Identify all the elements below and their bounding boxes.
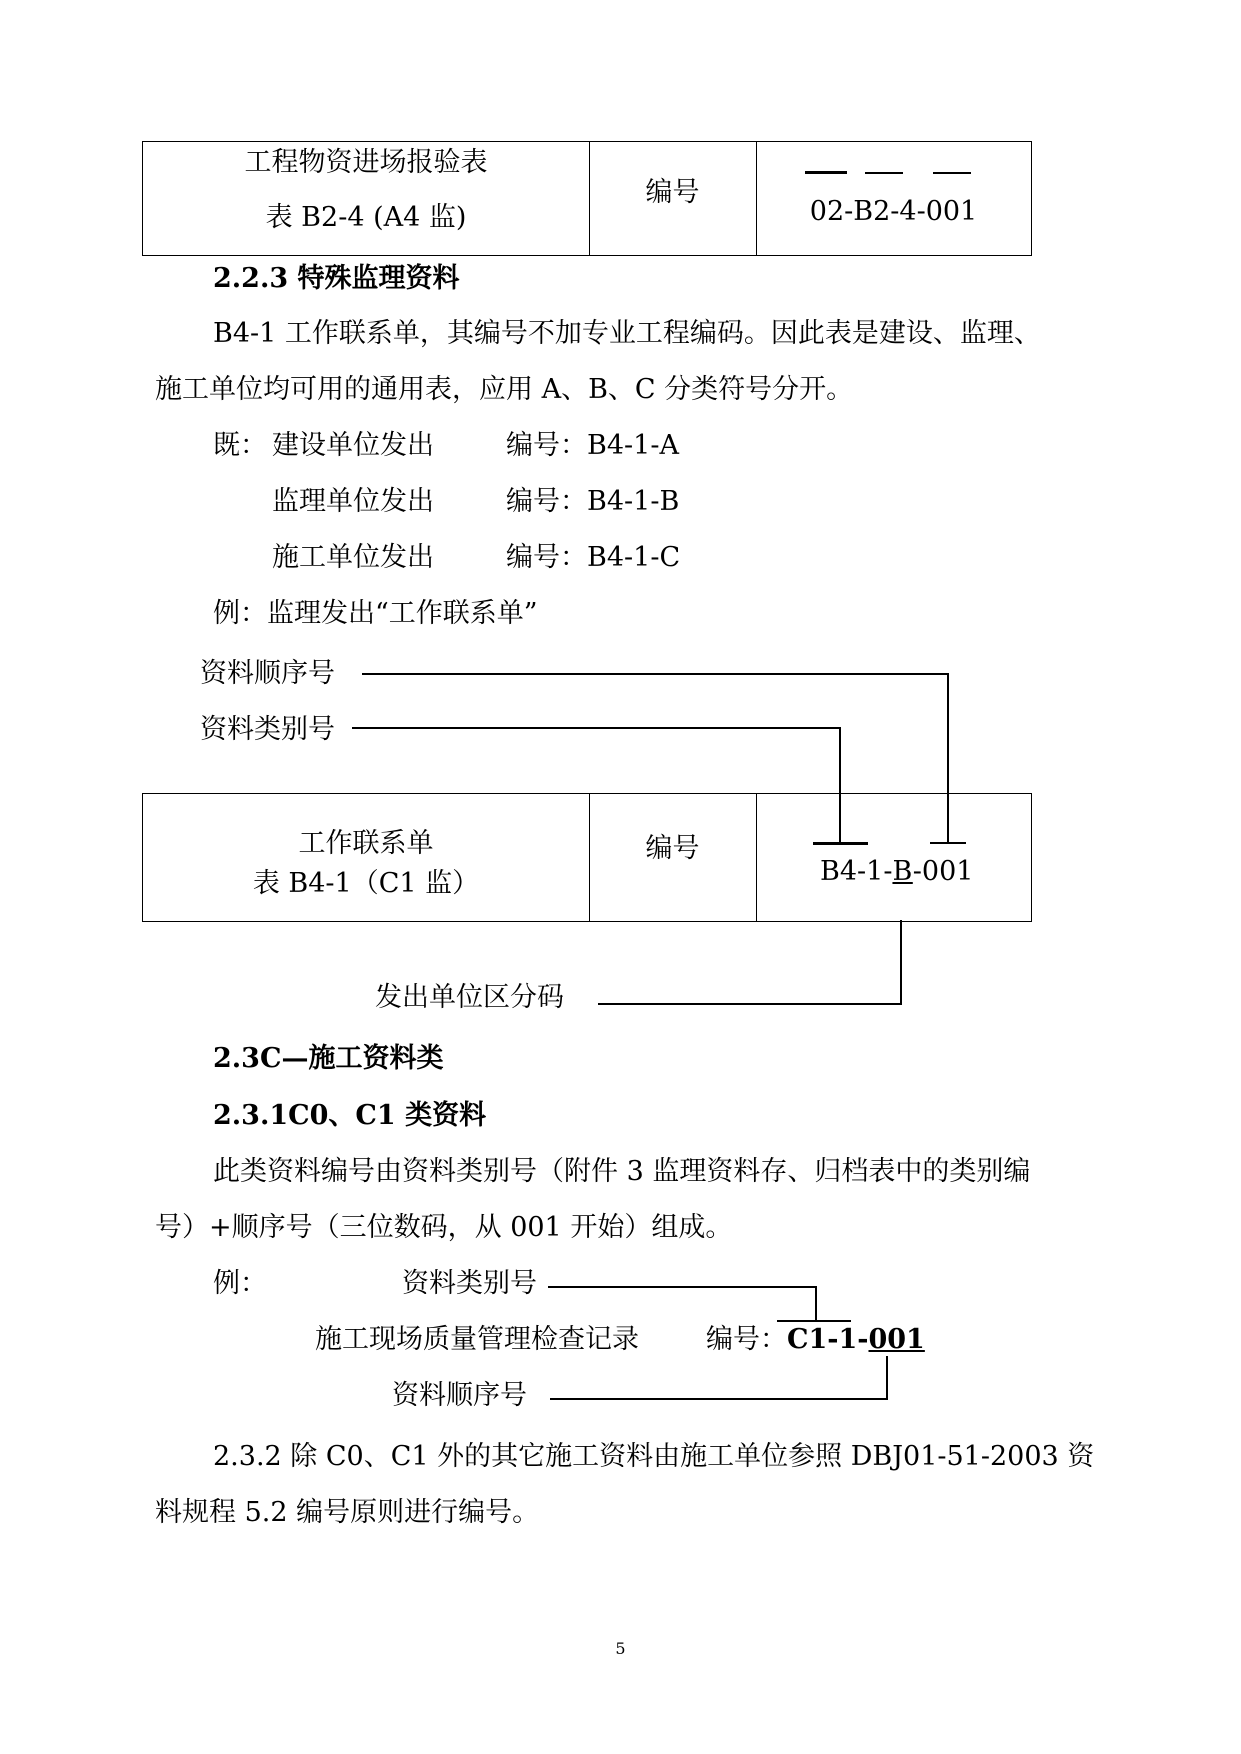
- record-code: [706, 1322, 925, 1358]
- connector-line: [548, 1286, 817, 1288]
- paragraph-line: 此类资料编号由资料类别号（附件 3 监理资料存、归档表中的类别编: [213, 1156, 1031, 1187]
- connector-line: [550, 1398, 888, 1400]
- paragraph-line: 料规程 5.2 编号原则进行编号。: [155, 1497, 540, 1528]
- code-dash: [933, 172, 971, 174]
- code-tick-bar: [930, 842, 966, 844]
- list-unit: 监理单位发出: [272, 486, 434, 517]
- work-contact-table: [142, 793, 1032, 922]
- label-sequence-number: 资料顺序号: [392, 1380, 527, 1411]
- label-issue-unit: 发出单位区分码: [375, 982, 564, 1013]
- material-inspection-table: [142, 141, 1032, 256]
- list-prefix: 既：: [213, 430, 267, 461]
- connector-line: [362, 673, 949, 675]
- paragraph-line: 施工单位均可用的通用表，应用 A、B、C 分类符号分开。: [155, 374, 854, 405]
- table-subtitle: 表 B2-4 (A4 监): [265, 202, 467, 233]
- table-title: 工作联系单: [298, 828, 434, 859]
- connector-line: [352, 727, 841, 729]
- table-code-label: 编号: [645, 833, 700, 864]
- code-dash: [805, 171, 847, 174]
- table-title: 工程物资进场报验表: [244, 147, 488, 178]
- label-category-number: 资料类别号: [402, 1268, 537, 1299]
- label-sequence-number: 资料顺序号: [200, 658, 335, 689]
- paragraph-line: 2.3.2 除 C0、C1 外的其它施工资料由施工单位参照 DBJ01-51-2003 资: [213, 1441, 1095, 1472]
- code-label: 编号：: [706, 1324, 787, 1355]
- connector-line: [815, 1286, 817, 1322]
- table-divider: [756, 794, 757, 921]
- section-heading-231: 2.3.1C0、C1 类资料: [213, 1100, 487, 1131]
- example-prefix: 例：: [213, 1268, 267, 1299]
- page-number: 5: [615, 1639, 626, 1658]
- code-part: B4-1-: [820, 856, 893, 887]
- code-part-unit: B: [892, 856, 913, 887]
- connector-line: [886, 1356, 888, 1400]
- example-line: 例：监理发出“工作联系单”: [213, 598, 538, 629]
- connector-line: [598, 1003, 902, 1005]
- section-heading-223: 2.2.3 特殊监理资料: [213, 263, 460, 294]
- table-code-label: 编号: [645, 177, 700, 208]
- list-code: 编号：B4-1-A: [506, 430, 679, 461]
- table-code-value: [820, 854, 973, 890]
- table-subtitle: 表 B4-1（C1 监）: [252, 868, 480, 899]
- code-part: -001: [912, 856, 974, 887]
- table-code-value: 02-B2-4-001: [809, 196, 978, 227]
- paragraph-line: 号）+顺序号（三位数码，从 001 开始）组成。: [155, 1212, 733, 1243]
- code-part: C1-1-: [787, 1324, 869, 1355]
- section-heading-23: 2.3C—施工资料类: [213, 1043, 444, 1074]
- label-category-number: 资料类别号: [200, 714, 335, 745]
- code-part-sequence: 001: [868, 1324, 925, 1355]
- connector-line: [900, 920, 902, 1005]
- record-name: 施工现场质量管理检查记录: [315, 1324, 639, 1355]
- list-code: 编号：B4-1-B: [506, 486, 680, 517]
- list-code: 编号：B4-1-C: [506, 542, 681, 573]
- code-dash: [865, 172, 903, 174]
- code-tick-bar: [813, 842, 868, 845]
- list-unit: 建设单位发出: [272, 430, 434, 461]
- paragraph-line: B4-1 工作联系单，其编号不加专业工程编码。因此表是建设、监理、: [213, 318, 1041, 349]
- list-unit: 施工单位发出: [272, 542, 434, 573]
